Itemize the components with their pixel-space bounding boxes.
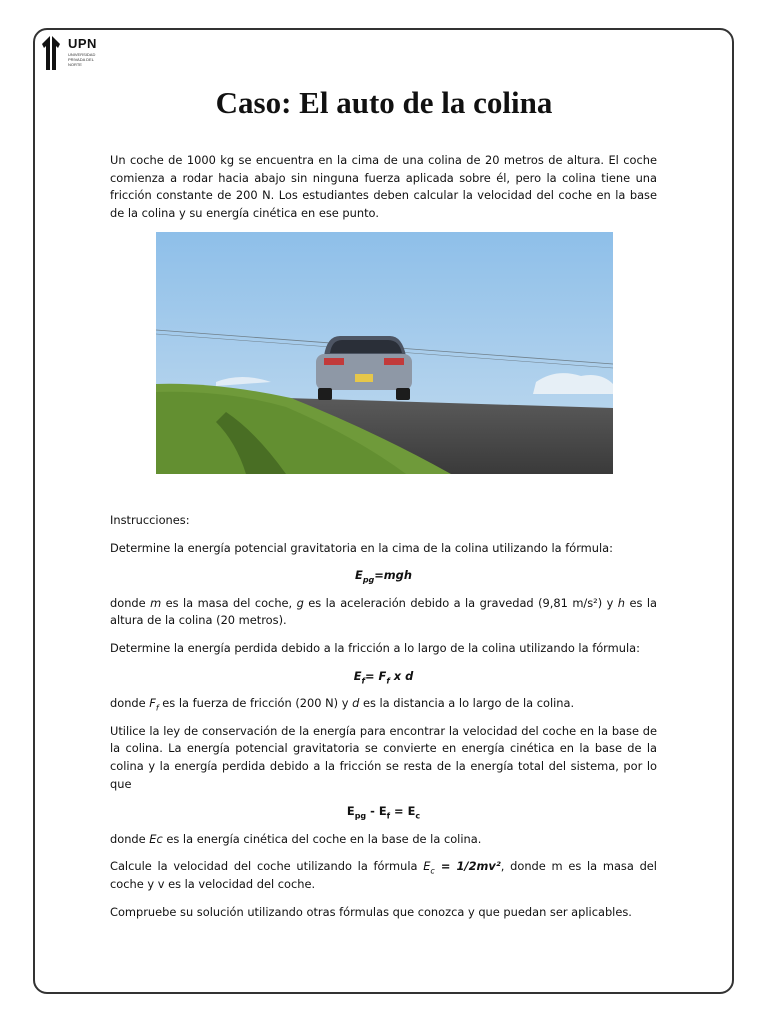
intro-paragraph: Un coche de 1000 kg se encuentra en la cima de una colina de 20 metros de altura. El coche comienza a rodar hacia abajo sin ninguna fuerza aplicada sobre él, pero la colina tiene una fricción constante de 200 N. Los estudiantes deben calcular la velocidad del coche en la base de la colina y su energía cinética en ese punto. <box>110 153 657 220</box>
logo-wordmark: UPN <box>68 36 97 51</box>
step-5-text: Compruebe su solución utilizando otras fórmulas que conozca y que puedan ser aplicables. <box>110 904 632 919</box>
formula-friction-energy: $E_f= F_f$ x d <box>353 668 414 685</box>
logo-subtitle: UNIVERSIDAD PRIVADA DEL NORTE <box>68 52 96 67</box>
instructions-heading: Instrucciones: <box>110 513 190 527</box>
step-4-text: Calcule la velocidad del coche utilizando la fórmula $E_c = 1/2mv^2$, donde m es la masa del coche y v es la velocidad del coche. <box>110 859 657 891</box>
formula-potential-energy: $E_{pg}=mgh$ <box>355 568 412 585</box>
step-1-explanation: donde m es la masa del coche, g es la aceleración debido a la gravedad (9,81 m/s²) y h es la altura de la colina (20 metros). <box>110 595 657 628</box>
step-3-text: Utilice la ley de conservación de la energía para encontrar la velocidad del coche en la base de la colina. La energía potencial gravitatoria se convierte en energía cinética en la base de la colina y la energía perdida debido a la fricción se resta de la energía total del sistema, por lo que <box>110 723 657 791</box>
formula-energy-conservation: $E_{pg} - E_f = E_c$ <box>346 804 421 821</box>
step-2-text: Determine la energía perdida debido a la fricción a lo largo de la colina utilizando la fórmula: <box>110 640 640 655</box>
car-on-hill-photo <box>156 232 613 474</box>
step-2-explanation: donde $F_f$ es la fuerza de fricción (200 N) y d es la distancia a lo largo de la colina. <box>110 696 575 713</box>
instructions-section <box>110 512 657 931</box>
step-1-text: Determine la energía potencial gravitatoria en la cima de la colina utilizando la fórmula: <box>110 540 613 555</box>
page-title: Caso: El auto de la colina <box>215 85 553 120</box>
step-3-explanation: donde Ec es la energía cinética del coche en la base de la colina. <box>110 831 482 846</box>
